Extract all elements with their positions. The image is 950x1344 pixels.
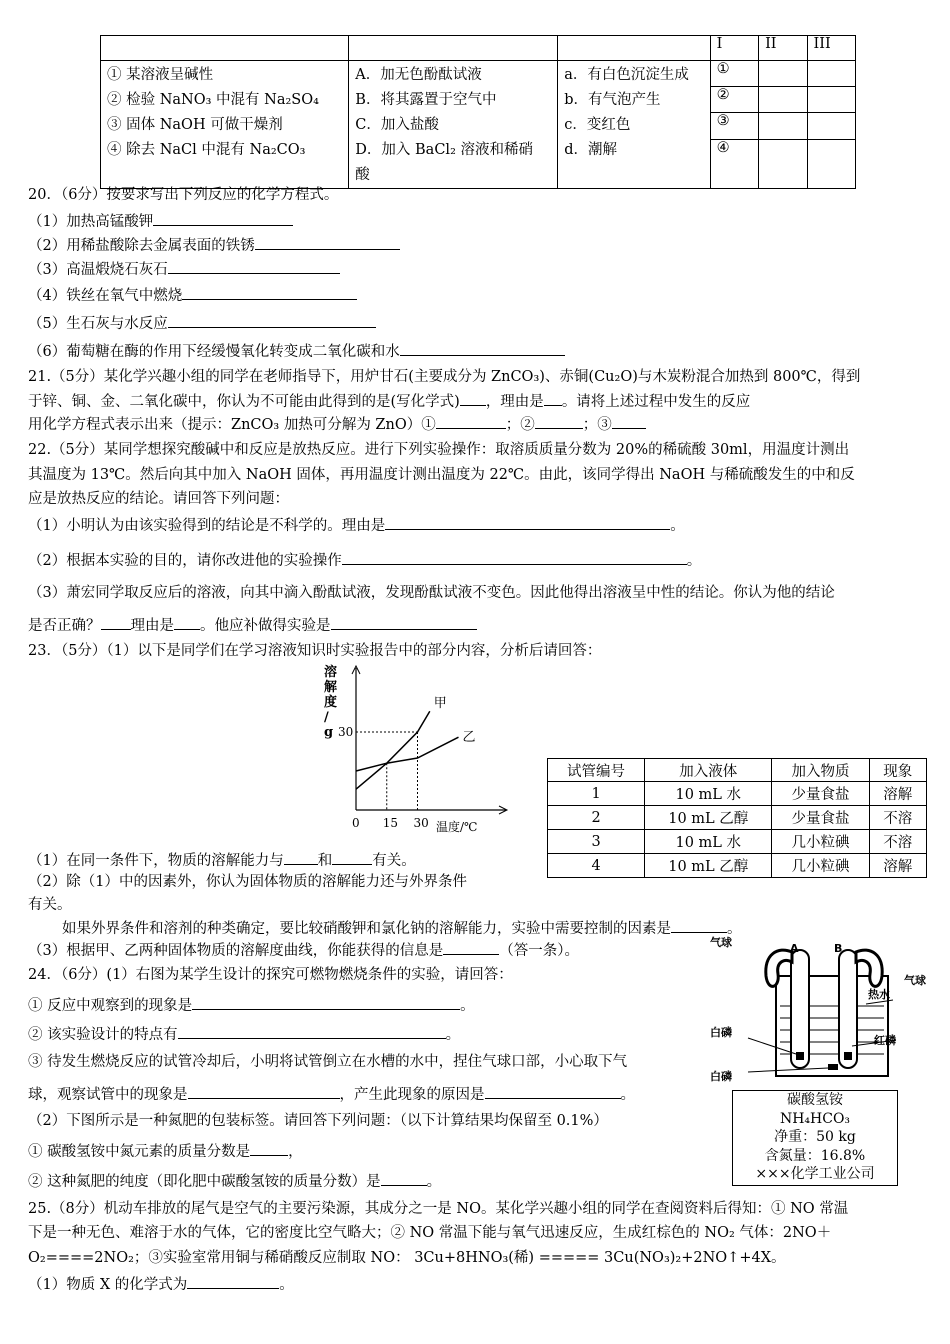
table-cell: 几小粒碘: [772, 830, 869, 854]
white-phosphorus-tube: [796, 1052, 804, 1060]
th-substance: 加入物质: [772, 759, 869, 782]
q20-item-3: （3）高温煅烧石灰石: [28, 260, 340, 279]
series-label: 甲: [433, 696, 447, 712]
label-red-p: 红磷: [874, 1034, 896, 1047]
table-cell: 少量食盐: [772, 782, 869, 806]
table-cell: 少量食盐: [772, 806, 869, 830]
q24-q2: ② 该实验设计的特点有 。: [28, 1027, 461, 1043]
q22-q3b: 是否正确？ 理由是 。他应补做得实验是: [28, 616, 477, 635]
label-white-p1: 白磷: [710, 1026, 732, 1039]
balloon-left-icon: [766, 950, 792, 986]
q24-p2q2: ② 这种氮肥的纯度（即化肥中碳酸氢铵的质量分数）是 。: [28, 1174, 442, 1190]
th-tube: 试管编号: [548, 759, 645, 782]
table-cell: 10 mL 水: [645, 830, 772, 854]
q23-q2a: （2）除（1）中的因素外，你认为固体物质的溶解能力还与外界条件: [28, 874, 467, 890]
method-c: C．加入盐酸: [355, 117, 439, 133]
test-tube-b: [839, 950, 857, 1068]
q22-q2: （2）根据本实验的目的，请你改进他的实验操作 。: [28, 553, 702, 569]
q25-line2: 下是一种无色、难溶于水的气体，它的密度比空气略大；② NO 常温下能与氧气迅速反应，生成红棕色的 NO₂ 气体：2NO＋: [28, 1225, 832, 1241]
method-b: B．将其露置于空气中: [355, 92, 497, 108]
q23-q2c: 如果外界条件和溶剂的种类确定，要比较硝酸钾和氯化钠的溶解能力，实验中需要控制的因素是 。: [62, 921, 742, 937]
white-phosphorus-water: [828, 1064, 838, 1070]
combustion-apparatus-diagram: [708, 936, 938, 1086]
table-cell: 不溶: [869, 830, 926, 854]
q22-line3: 应是放热反应的结论。请回答下列问题：: [28, 491, 289, 507]
method-a: A．加无色酚酞试液: [355, 67, 482, 83]
dissolution-table: [547, 758, 927, 878]
q20-item-6: （6）葡萄糖在酶的作用下经缓慢氧化转变成二氧化碳和水: [28, 342, 565, 361]
test-tube-a: [791, 950, 809, 1068]
result-a: a．有白色沉淀生成: [564, 67, 689, 83]
rownum-2: ②: [710, 87, 758, 113]
q23-q1: （1）在同一条件下，物质的溶解能力与 和 有关。: [28, 853, 416, 869]
table-cell: 1: [548, 782, 645, 806]
table-cell: 10 mL 乙醇: [645, 806, 772, 830]
result-b: b．有气泡产生: [564, 92, 661, 108]
method-d: D．加入 BaCl₂ 溶液和稀硝: [355, 142, 533, 158]
label-a: A: [790, 942, 799, 955]
q20-item-4: （4）铁丝在氧气中燃烧: [28, 286, 357, 305]
q25-line3: O₂====2NO₂；③实验室常用铜与稀硝酸反应制取 NO： 3Cu+8HNO₃(稀) ===== 3Cu(NO₃)₂+2NO↑+4X。: [28, 1250, 786, 1266]
x-tick-label: 15: [382, 816, 399, 830]
table-cell: 几小粒碘: [772, 854, 869, 878]
red-phosphorus: [844, 1052, 852, 1060]
col-iii: III: [807, 36, 856, 61]
q20-item-2: （2）用稀盐酸除去金属表面的铁锈: [28, 236, 400, 255]
rownum-4: ④: [710, 139, 758, 188]
solubility-chart: [318, 662, 518, 837]
q20-item-1: （1）加热高锰酸钾: [28, 212, 293, 231]
rownum-3: ③: [710, 113, 758, 139]
label-white-p2: 白磷: [710, 1070, 732, 1083]
label-line: ×××化学工业公司: [755, 1166, 875, 1182]
y-axis-label: 溶: [324, 665, 338, 680]
q22-q3a: （3）萧宏同学取反应后的溶液，向其中滴入酚酞试液，发现酚酞试液不变色。因此他得出溶液呈中性的结论。你认为他的结论: [28, 585, 835, 601]
table-cell: 10 mL 乙醇: [645, 854, 772, 878]
th-phenomenon: 现象: [869, 759, 926, 782]
y-axis-label: 度: [324, 695, 338, 710]
label-line: NH₄HCO₃: [779, 1110, 851, 1127]
y-axis-label: /: [324, 710, 329, 725]
y-tick-label: 30: [338, 725, 354, 739]
q24-p2: （2）下图所示是一种氮肥的包装标签。请回答下列问题：（以下计算结果均保留至 0.1%）: [28, 1113, 608, 1129]
label-hot-water: 热水: [868, 988, 890, 1001]
table-cell: 4: [548, 854, 645, 878]
col-ii: II: [759, 36, 807, 61]
method-d-cont: 酸: [355, 167, 370, 183]
statement-1: ① 某溶液呈碱性: [107, 67, 214, 83]
table-cell: 2: [548, 806, 645, 830]
statement-3: ③ 固体 NaOH 可做干燥剂: [107, 117, 283, 133]
th-liquid: 加入液体: [645, 759, 772, 782]
q23-q2b: 有关。: [28, 897, 72, 913]
label-line: 碳酸氢铵: [787, 1092, 843, 1108]
x-tick-label: 30: [413, 816, 429, 830]
table-cell: 不溶: [869, 806, 926, 830]
label-b: B: [834, 942, 843, 955]
col-i: I: [710, 36, 758, 61]
label-balloon-left: 气球: [710, 936, 732, 949]
q22-q1: （1）小明认为由该实验得到的结论是不科学的。理由是 。: [28, 518, 685, 534]
q22-line2: 其温度为 13℃。然后向其中加入 NaOH 固体，再用温度计测出温度为 22℃。由此，该同学得出 NaOH 与稀硫酸发生的中和反: [28, 467, 855, 483]
fertilizer-label: [732, 1090, 898, 1186]
x-tick-label: 0: [352, 816, 360, 830]
q24-title: 24．（6分）(1）右图为某学生设计的探究可燃物燃烧条件的实验，请回答：: [28, 967, 513, 983]
balloon-right-icon: [856, 950, 882, 986]
result-d: d．潮解: [564, 142, 618, 158]
q20-item-5: （5）生石灰与水反应: [28, 314, 376, 333]
table-cell: 溶解: [869, 854, 926, 878]
q24-q1: ① 反应中观察到的现象是 。: [28, 998, 475, 1014]
q21-line1: 21.（5分）某化学兴趣小组的同学在老师指导下，用炉甘石(主要成分为 ZnCO₃)、赤铜(Cu₂O)与木炭粉混合加热到 800℃，得到: [28, 369, 861, 385]
q25-line1: 25.（8分）机动车排放的尾气是空气的主要污染源，其成分之一是 NO。某化学兴趣小组的同学在查阅资料后得知：① NO 常温: [28, 1201, 849, 1217]
matching-table: [100, 35, 856, 189]
table-cell: 溶解: [869, 782, 926, 806]
q21-line2: 于锌、铜、金、二氧化碳中，你认为不可能由此得到的是(写化学式) ，理由是 。请将上述过程中发生的反应: [28, 394, 751, 410]
q21-line3: 用化学方程式表示出来（提示：ZnCO₃ 加热可分解为 ZnO）① ；② ；③: [28, 415, 646, 434]
statement-2: ② 检验 NaNO₃ 中混有 Na₂SO₄: [107, 92, 319, 108]
label-line: 净重：50 kg: [774, 1129, 856, 1145]
series-label: 乙: [462, 730, 476, 746]
table-cell: 3: [548, 830, 645, 854]
q22-line1: 22.（5分）某同学想探究酸碱中和反应是放热反应。进行下列实验操作：取溶质质量分数为 20%的稀硫酸 30ml，用温度计测出: [28, 442, 850, 458]
series-line-jia: [356, 711, 430, 789]
q24-p2q1: ① 碳酸氢铵中氮元素的质量分数是 ，: [28, 1144, 303, 1160]
table-cell: 10 mL 水: [645, 782, 772, 806]
q23-title: 23．（5分）（1）以下是同学们在学习溶液知识时实验报告中的部分内容，分析后请回答：: [28, 643, 602, 659]
x-axis-label: 温度/℃: [436, 820, 478, 834]
label-balloon-right: 气球: [904, 974, 926, 987]
q24-q3a: ③ 待发生燃烧反应的试管冷却后，小明将试管倒立在水槽的水中，捏住气球口部，小心取下气: [28, 1054, 628, 1070]
q23-q3: （3）根据甲、乙两种固体物质的溶解度曲线，你能获得的信息是 （答一条）。: [28, 943, 579, 959]
q20-title: 20．（6分）按要求写出下列反应的化学方程式。: [28, 187, 339, 203]
y-axis-label: g: [324, 725, 334, 740]
rownum-1: ①: [710, 61, 758, 87]
result-c: c．变红色: [564, 117, 631, 133]
y-axis-label: 解: [324, 680, 338, 695]
statement-4: ④ 除去 NaCl 中混有 Na₂CO₃: [107, 142, 306, 158]
q24-q3b: 球，观察试管中的现象是 ，产生此现象的原因是 。: [28, 1087, 635, 1103]
label-line: 含氮量：16.8%: [764, 1147, 866, 1164]
q25-q1: （1）物质 X 的化学式为 。: [28, 1277, 294, 1293]
